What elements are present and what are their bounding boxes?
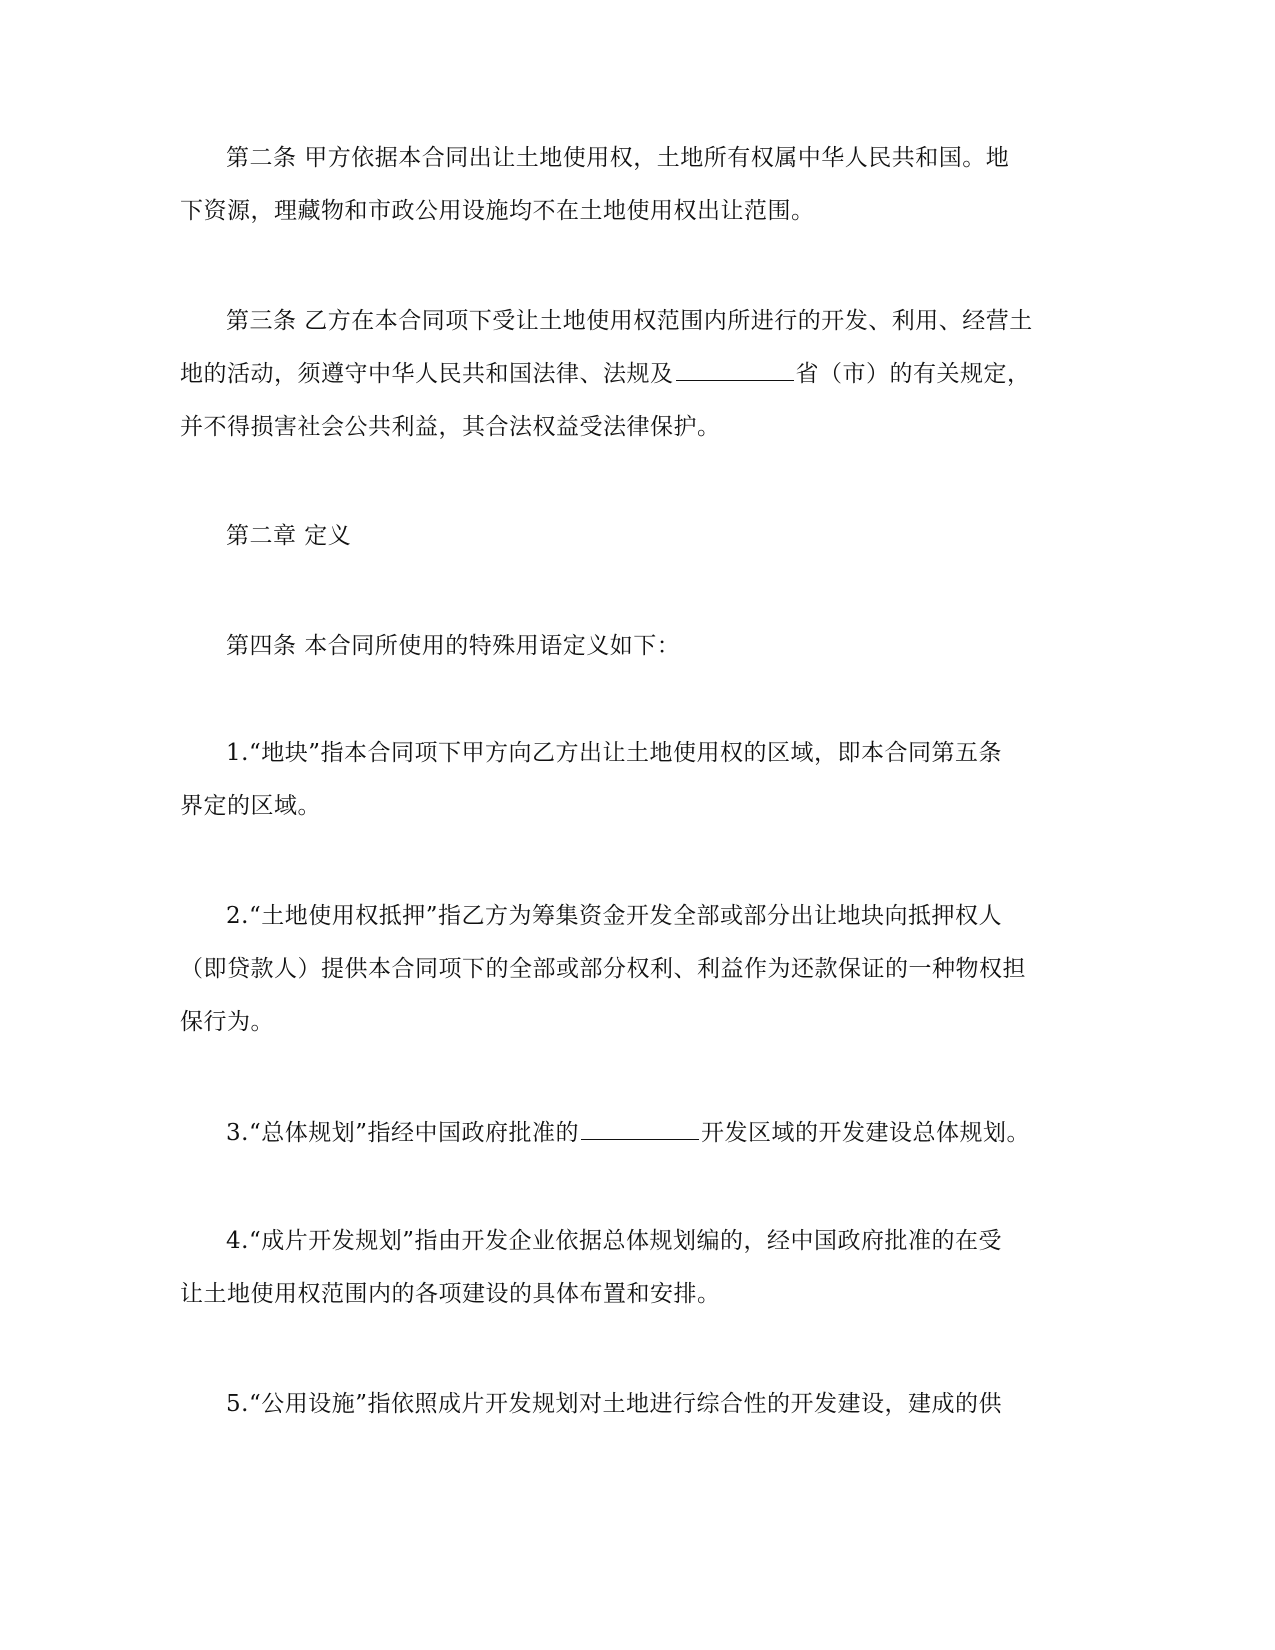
text-segment: 3.“总体规划”指经中国政府批准的 [226,1120,579,1146]
article-3-paragraph [180,295,1050,454]
fill-in-blank [676,358,794,381]
text-segment: 开发区域的开发建设总体规划。 [700,1120,1030,1146]
definition-3-paragraph [180,1107,1050,1160]
text-line: （即贷款人）提供本合同项下的全部或部分权利、利益作为还款保证的一种物权担 [180,956,1026,982]
chapter-2-heading [180,510,1050,563]
chapter-heading: 第二章 定义 [226,523,352,549]
fill-in-blank [581,1117,699,1140]
text-segment: 省（市）的有关规定， [795,361,1031,387]
text-line: 让土地使用权范围内的各项建设的具体布置和安排。 [180,1281,721,1307]
definition-2-paragraph [180,890,1050,1049]
text-line [180,1107,1050,1160]
article-4-paragraph [180,620,1050,673]
text-segment: 地的活动，须遵守中华人民共和国法律、法规及 [180,361,674,387]
definition-4-paragraph [180,1215,1050,1321]
text-line: 4.“成片开发规划”指由开发企业依据总体规划编的，经中国政府批准的在受 [226,1228,1002,1254]
definition-1-paragraph [180,727,1050,833]
definition-5-paragraph [180,1378,1050,1431]
text-line: 2.“土地使用权抵押”指乙方为筹集资金开发全部或部分出让地块向抵押权人 [226,903,1002,929]
text-line: 下资源，理藏物和市政公用设施均不在土地使用权出让范围。 [180,198,815,224]
text-line: 保行为。 [180,1009,274,1035]
text-line: 第二条 甲方依据本合同出让土地使用权，土地所有权属中华人民共和国。地 [226,145,1010,171]
article-2-paragraph [180,132,1050,238]
text-line: 第四条 本合同所使用的特殊用语定义如下： [226,633,681,659]
text-line: 界定的区域。 [180,793,321,819]
text-line: 1.“地块”指本合同项下甲方向乙方出让土地使用权的区域，即本合同第五条 [226,740,1002,766]
text-line: 第三条 乙方在本合同项下受让土地使用权范围内所进行的开发、利用、经营土 [226,308,1033,334]
text-line: 并不得损害社会公共利益，其合法权益受法律保护。 [180,414,721,440]
text-line [180,348,1050,401]
text-line: 5.“公用设施”指依照成片开发规划对土地进行综合性的开发建设，建成的供 [226,1391,1002,1417]
